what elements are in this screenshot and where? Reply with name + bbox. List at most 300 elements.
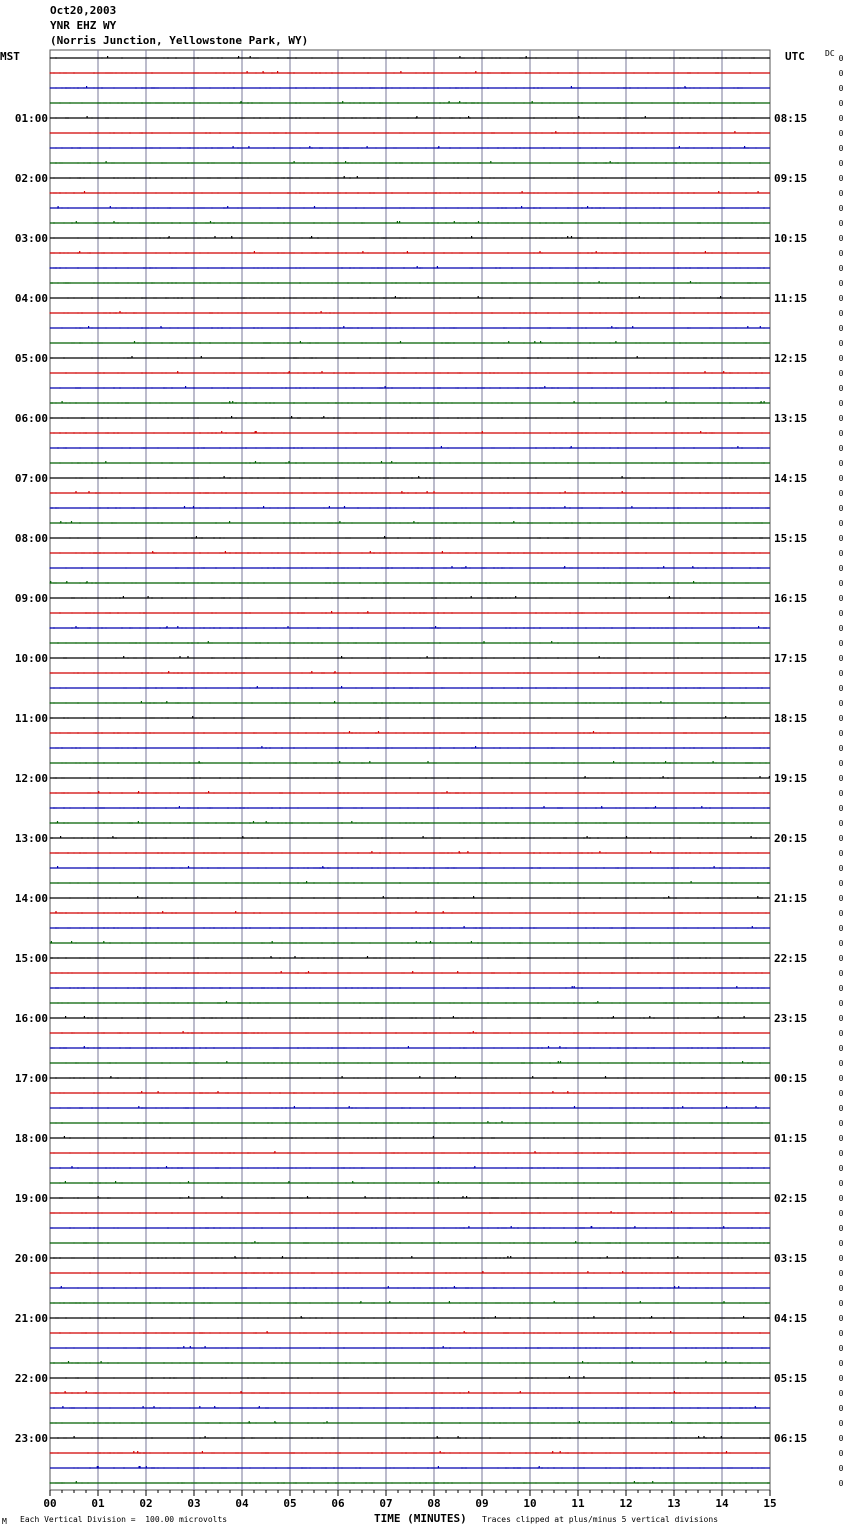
trace-spike xyxy=(224,476,225,479)
trace-spike xyxy=(454,1286,455,1289)
trace-spike xyxy=(349,731,350,734)
trace-spike xyxy=(344,506,345,509)
trace-spike xyxy=(670,1331,671,1334)
trace-spike xyxy=(451,566,452,569)
seismogram-trace xyxy=(50,1451,770,1454)
left-hour-label: 01:00 xyxy=(14,112,48,125)
trace-spike xyxy=(75,626,76,629)
trace-spike xyxy=(65,1016,66,1019)
trace-spike xyxy=(183,1346,184,1349)
trace-spike xyxy=(87,116,88,119)
trace-spike xyxy=(57,866,58,869)
trace-spike xyxy=(471,941,472,944)
trace-spike xyxy=(345,161,346,164)
trace-spike xyxy=(294,161,295,164)
trace-spike xyxy=(238,56,239,59)
trace-spike xyxy=(110,206,111,209)
right-hour-label: 20:15 xyxy=(774,832,808,845)
trace-spike xyxy=(107,56,108,59)
plot-frame xyxy=(50,50,770,1490)
dc-offset-mark: 0 xyxy=(838,1059,844,1068)
trace-spike xyxy=(138,1106,139,1109)
x-tick-label: 08 xyxy=(427,1497,441,1510)
seismogram-trace xyxy=(50,416,770,419)
trace-spike xyxy=(105,461,106,464)
seismogram-trace xyxy=(50,821,770,824)
trace-spike xyxy=(323,416,324,419)
left-hour-label: 23:00 xyxy=(14,1432,48,1445)
dc-offset-mark: 0 xyxy=(838,54,844,63)
seismogram-trace xyxy=(50,326,770,329)
trace-spike xyxy=(234,1256,235,1259)
trace-spike xyxy=(564,566,565,569)
trace-spike xyxy=(399,221,400,224)
trace-spike xyxy=(352,1181,353,1184)
trace-spike xyxy=(62,1406,63,1409)
trace-spike xyxy=(413,521,414,524)
trace-spike xyxy=(415,911,416,914)
trace-spike xyxy=(574,986,575,989)
dc-offset-mark: 0 xyxy=(838,1074,844,1083)
trace-spike xyxy=(599,851,600,854)
trace-spike xyxy=(532,1076,533,1079)
trace-spike xyxy=(64,1136,65,1139)
trace-spike xyxy=(400,341,401,344)
trace-spike xyxy=(427,656,428,659)
trace-spike xyxy=(184,506,185,509)
dc-offset-mark: 0 xyxy=(838,174,844,183)
dc-offset-mark: 0 xyxy=(838,1029,844,1038)
trace-spike xyxy=(665,761,666,764)
trace-spike xyxy=(691,881,692,884)
trace-spike xyxy=(365,1196,366,1199)
trace-spike xyxy=(508,341,509,344)
trace-spike xyxy=(571,446,572,449)
trace-spike xyxy=(442,551,443,554)
trace-spike xyxy=(250,56,251,59)
seismogram-trace xyxy=(50,506,770,509)
trace-spike xyxy=(60,521,61,524)
trace-spike xyxy=(721,1436,722,1439)
trace-spike xyxy=(637,356,638,359)
trace-spike xyxy=(146,1466,147,1469)
trace-spike xyxy=(177,626,178,629)
dc-offset-mark: 0 xyxy=(838,279,844,288)
trace-spike xyxy=(68,1361,69,1364)
trace-spike xyxy=(701,806,702,809)
trace-spike xyxy=(427,491,428,494)
trace-spike xyxy=(645,116,646,119)
trace-spike xyxy=(534,341,535,344)
trace-spike xyxy=(668,896,669,899)
trace-spike xyxy=(248,146,249,149)
dc-offset-mark: 0 xyxy=(838,474,844,483)
trace-spike xyxy=(438,1181,439,1184)
trace-spike xyxy=(543,806,544,809)
seismogram-trace xyxy=(50,536,770,539)
right-hour-label: 18:15 xyxy=(774,712,808,725)
trace-spike xyxy=(263,506,264,509)
trace-spike xyxy=(199,1406,200,1409)
trace-spike xyxy=(742,1061,743,1064)
trace-spike xyxy=(418,476,419,479)
dc-offset-mark: 0 xyxy=(838,1419,844,1428)
trace-spike xyxy=(188,1196,189,1199)
trace-spike xyxy=(761,401,762,404)
trace-spike xyxy=(467,851,468,854)
dc-offset-mark: 0 xyxy=(838,234,844,243)
dc-offset-mark: 0 xyxy=(838,924,844,933)
trace-spike xyxy=(684,86,685,89)
trace-spike xyxy=(274,1421,275,1424)
trace-spike xyxy=(513,521,514,524)
dc-offset-mark: 0 xyxy=(838,714,844,723)
trace-spike xyxy=(459,101,460,104)
dc-offset-mark: 0 xyxy=(838,309,844,318)
trace-spike xyxy=(281,971,282,974)
trace-spike xyxy=(634,1226,635,1229)
dc-offset-mark: 0 xyxy=(838,369,844,378)
trace-spike xyxy=(720,296,721,299)
trace-spike xyxy=(331,611,332,614)
seismogram-trace xyxy=(50,671,770,674)
left-hour-label: 08:00 xyxy=(14,532,48,545)
trace-spike xyxy=(474,1166,475,1169)
right-hour-label: 03:15 xyxy=(774,1252,808,1265)
trace-spike xyxy=(571,86,572,89)
trace-spike xyxy=(427,761,428,764)
trace-spike xyxy=(438,146,439,149)
seismogram-trace xyxy=(50,446,770,449)
trace-spike xyxy=(123,656,124,659)
trace-spike xyxy=(478,296,479,299)
left-hour-label: 14:00 xyxy=(14,892,48,905)
trace-spike xyxy=(578,116,579,119)
trace-spike xyxy=(713,761,714,764)
right-hour-label: 01:15 xyxy=(774,1132,808,1145)
right-hour-label: 04:15 xyxy=(774,1312,808,1325)
trace-spike xyxy=(703,1436,704,1439)
x-tick-label: 12 xyxy=(619,1497,633,1510)
trace-spike xyxy=(544,386,545,389)
trace-spike xyxy=(411,1256,412,1259)
seismogram-trace xyxy=(50,1421,770,1424)
trace-spike xyxy=(640,1301,641,1304)
trace-spike xyxy=(367,146,368,149)
trace-spike xyxy=(357,176,358,179)
left-hour-label: 13:00 xyxy=(14,832,48,845)
dc-offset-mark: 0 xyxy=(838,699,844,708)
dc-offset-mark: 0 xyxy=(838,264,844,273)
left-hour-label: 15:00 xyxy=(14,952,48,965)
trace-spike xyxy=(457,971,458,974)
seismogram-trace xyxy=(50,911,770,914)
trace-spike xyxy=(665,401,666,404)
trace-spike xyxy=(430,941,431,944)
dc-offset-mark: 0 xyxy=(838,774,844,783)
trace-spike xyxy=(539,251,540,254)
right-hour-label: 14:15 xyxy=(774,472,808,485)
dc-offset-mark: 0 xyxy=(838,939,844,948)
seismogram-trace xyxy=(50,71,770,74)
seismogram-trace xyxy=(50,461,770,464)
trace-spike xyxy=(465,566,466,569)
dc-offset-mark: 0 xyxy=(838,144,844,153)
trace-spike xyxy=(554,1301,555,1304)
trace-spike xyxy=(725,1361,726,1364)
trace-spike xyxy=(626,836,627,839)
seismogram-trace xyxy=(50,851,770,854)
trace-spike xyxy=(334,671,335,674)
trace-spike xyxy=(555,131,556,134)
dc-marks xyxy=(839,54,844,1488)
seismogram-trace xyxy=(50,476,770,479)
seismogram-trace xyxy=(50,101,770,104)
dc-offset-mark: 0 xyxy=(838,384,844,393)
trace-spike xyxy=(495,1316,496,1319)
trace-spike xyxy=(679,146,680,149)
trace-spike xyxy=(622,1271,623,1274)
dc-offset-mark: 0 xyxy=(838,879,844,888)
left-hour-label: 05:00 xyxy=(14,352,48,365)
trace-spike xyxy=(274,1151,275,1154)
trace-spike xyxy=(225,551,226,554)
dc-offset-mark: 0 xyxy=(838,594,844,603)
dc-offset-mark: 0 xyxy=(838,969,844,978)
trace-spike xyxy=(193,506,194,509)
dc-offset-mark: 0 xyxy=(838,114,844,123)
trace-spike xyxy=(229,521,230,524)
trace-spike xyxy=(540,341,541,344)
seismogram-trace xyxy=(50,116,770,119)
left-hour-label: 11:00 xyxy=(14,712,48,725)
seismogram-trace xyxy=(50,1046,770,1049)
trace-spike xyxy=(226,1061,227,1064)
trace-spike xyxy=(551,641,552,644)
trace-spike xyxy=(483,641,484,644)
x-tick-label: 07 xyxy=(379,1497,393,1510)
trace-spike xyxy=(187,656,188,659)
trace-spike xyxy=(744,1016,745,1019)
trace-spike xyxy=(261,746,262,749)
trace-spike xyxy=(611,326,612,329)
dc-offset-mark: 0 xyxy=(838,549,844,558)
trace-spike xyxy=(103,941,104,944)
seismogram-trace xyxy=(50,1316,770,1319)
right-hour-label: 05:15 xyxy=(774,1372,808,1385)
seismogram-trace xyxy=(50,1196,770,1199)
seismogram-trace xyxy=(50,791,770,794)
trace-spike xyxy=(391,461,392,464)
seismogram-trace xyxy=(50,341,770,344)
trace-spike xyxy=(734,131,735,134)
trace-spike xyxy=(534,1151,535,1154)
trace-spike xyxy=(294,1106,295,1109)
dc-offset-mark: 0 xyxy=(838,354,844,363)
trace-spike xyxy=(443,1346,444,1349)
header-location: (Norris Junction, Yellowstone Park, WY) xyxy=(50,34,309,47)
seismogram-trace xyxy=(50,176,770,179)
seismogram-trace xyxy=(50,1106,770,1109)
trace-spike xyxy=(369,761,370,764)
trace-spike xyxy=(202,1451,203,1454)
x-tick-label: 01 xyxy=(91,1497,105,1510)
trace-spike xyxy=(478,221,479,224)
dc-offset-mark: 0 xyxy=(838,1224,844,1233)
seismogram-trace xyxy=(50,1286,770,1289)
right-hour-label: 13:15 xyxy=(774,412,808,425)
trace-spike xyxy=(76,1481,77,1484)
seismogram-trace xyxy=(50,1151,770,1154)
seismogram-trace xyxy=(50,611,770,614)
trace-spike xyxy=(660,701,661,704)
trace-spike xyxy=(737,446,738,449)
seismogram-trace xyxy=(50,1091,770,1094)
seismogram-trace xyxy=(50,761,770,764)
left-hour-label: 07:00 xyxy=(14,472,48,485)
trace-spike xyxy=(473,896,474,899)
trace-spike xyxy=(453,1016,454,1019)
trace-spike xyxy=(407,251,408,254)
seismogram-trace xyxy=(50,146,770,149)
left-hour-label: 04:00 xyxy=(14,292,48,305)
seismogram-trace xyxy=(50,1211,770,1214)
trace-spike xyxy=(575,1241,576,1244)
left-hour-label: 22:00 xyxy=(14,1372,48,1385)
trace-spike xyxy=(587,206,588,209)
trace-spike xyxy=(61,1286,62,1289)
trace-spike xyxy=(367,956,368,959)
trace-spike xyxy=(440,1451,441,1454)
trace-spike xyxy=(179,656,180,659)
trace-spike xyxy=(301,1316,302,1319)
left-timezone-label: MST xyxy=(0,50,20,63)
trace-spike xyxy=(615,341,616,344)
trace-spike xyxy=(192,716,193,719)
right-hour-label: 06:15 xyxy=(774,1432,808,1445)
trace-spike xyxy=(58,206,59,209)
trace-spike xyxy=(692,566,693,569)
trace-spike xyxy=(552,1091,553,1094)
trace-spike xyxy=(723,1301,724,1304)
dc-offset-mark: 0 xyxy=(838,834,844,843)
trace-spike xyxy=(226,1001,227,1004)
trace-spike xyxy=(385,386,386,389)
trace-spike xyxy=(579,1421,580,1424)
trace-spike xyxy=(188,866,189,869)
trace-spike xyxy=(201,356,202,359)
seismogram-trace xyxy=(50,221,770,224)
trace-spike xyxy=(651,1316,652,1319)
trace-spike xyxy=(88,326,89,329)
left-hour-label: 20:00 xyxy=(14,1252,48,1265)
dc-offset-mark: 0 xyxy=(838,954,844,963)
trace-spike xyxy=(84,1016,85,1019)
trace-spike xyxy=(548,1046,549,1049)
trace-spike xyxy=(288,1181,289,1184)
dc-offset-mark: 0 xyxy=(838,414,844,423)
trace-spike xyxy=(652,1481,653,1484)
seismogram-trace xyxy=(50,371,770,374)
trace-spike xyxy=(57,821,58,824)
trace-spike xyxy=(438,1466,439,1469)
trace-spike xyxy=(400,71,401,74)
trace-spike xyxy=(441,446,442,449)
dc-offset-mark: 0 xyxy=(838,1404,844,1413)
seismogram-trace xyxy=(50,641,770,644)
trace-spike xyxy=(507,1256,508,1259)
seismogram-trace xyxy=(50,1166,770,1169)
trace-spike xyxy=(583,1376,584,1379)
left-hour-label: 16:00 xyxy=(14,1012,48,1025)
trace-spike xyxy=(663,776,664,779)
trace-spike xyxy=(613,761,614,764)
trace-spike xyxy=(655,806,656,809)
trace-spike xyxy=(51,941,52,944)
trace-spike xyxy=(66,581,67,584)
trace-spike xyxy=(471,596,472,599)
trace-spike xyxy=(86,581,87,584)
trace-spike xyxy=(593,1316,594,1319)
trace-spike xyxy=(88,491,89,494)
trace-spike xyxy=(55,911,56,914)
trace-spike xyxy=(723,1226,724,1229)
right-hour-label: 11:15 xyxy=(774,292,808,305)
trace-spike xyxy=(342,101,343,104)
trace-spike xyxy=(205,1346,206,1349)
trace-spike xyxy=(443,911,444,914)
trace-spike xyxy=(416,116,417,119)
dc-offset-mark: 0 xyxy=(838,984,844,993)
trace-spike xyxy=(371,851,372,854)
trace-spike xyxy=(449,1301,450,1304)
trace-spike xyxy=(755,1106,756,1109)
trace-spike xyxy=(677,1256,678,1259)
seismogram-trace xyxy=(50,386,770,389)
trace-spike xyxy=(306,881,307,884)
x-tick-label: 15 xyxy=(763,1497,777,1510)
dc-offset-mark: 0 xyxy=(838,849,844,858)
trace-spike xyxy=(700,431,701,434)
trace-spike xyxy=(388,1286,389,1289)
left-hour-label: 10:00 xyxy=(14,652,48,665)
trace-spike xyxy=(769,776,770,779)
trace-spike xyxy=(433,491,434,494)
trace-spike xyxy=(71,941,72,944)
seismogram-trace xyxy=(50,161,770,164)
seismogram-trace xyxy=(50,551,770,554)
trace-spike xyxy=(254,1241,255,1244)
dc-offset-mark: 0 xyxy=(838,729,844,738)
dc-offset-mark: 0 xyxy=(838,1479,844,1488)
dc-offset-mark: 0 xyxy=(838,534,844,543)
trace-spike xyxy=(482,1271,483,1274)
trace-spike xyxy=(188,1181,189,1184)
seismogram-trace xyxy=(50,311,770,314)
trace-spike xyxy=(596,251,597,254)
trace-spike xyxy=(501,1121,502,1124)
trace-spike xyxy=(520,1391,521,1394)
trace-spike xyxy=(272,941,273,944)
x-tick-label: 03 xyxy=(187,1497,201,1510)
dc-offset-mark: 0 xyxy=(838,324,844,333)
trace-spike xyxy=(632,1361,633,1364)
trace-spike xyxy=(437,266,438,269)
trace-spike xyxy=(389,1301,390,1304)
trace-spike xyxy=(143,1406,144,1409)
dc-offset-mark: 0 xyxy=(838,609,844,618)
trace-spike xyxy=(757,896,758,899)
